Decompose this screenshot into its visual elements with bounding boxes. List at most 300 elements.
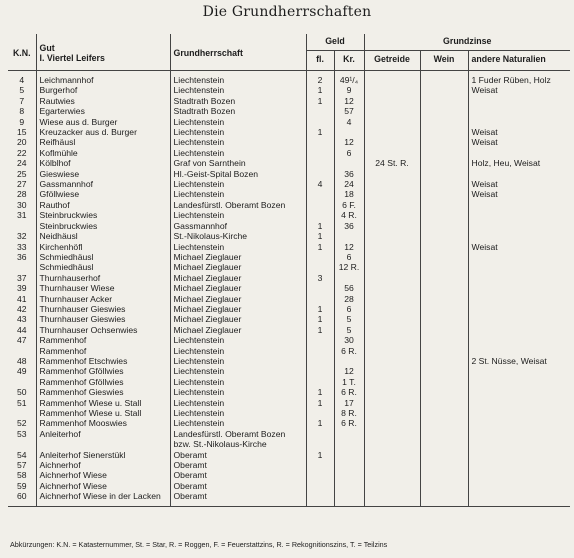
cell-gut: Schmiedhäusl xyxy=(36,262,170,272)
cell-gut: Rauthof xyxy=(36,200,170,210)
cell-kn: 15 xyxy=(16,127,27,138)
cell-fl: 4 xyxy=(306,179,334,189)
cell-gut: Aichnerhof Wiese xyxy=(36,481,170,491)
cell-fl xyxy=(306,210,334,220)
cell-andere xyxy=(468,252,570,262)
cell-gut: Egarterwies xyxy=(36,106,170,116)
cell-wein xyxy=(420,106,468,116)
cell-kn: 32 xyxy=(16,231,27,242)
cell-grundherrschaft: Liechtenstein xyxy=(170,335,306,345)
cell-wein xyxy=(420,189,468,199)
cell-andere xyxy=(468,481,570,491)
table-row xyxy=(8,210,570,220)
cell-grundherrschaft: Liechtenstein xyxy=(170,387,306,397)
cell-fl xyxy=(306,262,334,272)
cell-fl xyxy=(306,491,334,501)
cell-kr: 18 xyxy=(334,189,364,199)
cell-andere xyxy=(468,325,570,335)
table-end-cell xyxy=(420,502,468,507)
cell-grundherrschaft: Liechtenstein xyxy=(170,117,306,127)
cell-kn: 54 xyxy=(16,449,27,460)
cell-andere xyxy=(468,335,570,345)
cell-andere xyxy=(468,273,570,283)
cell-kr: 6 xyxy=(334,304,364,314)
cell-andere xyxy=(468,366,570,376)
cell-andere xyxy=(468,96,570,106)
table-row xyxy=(8,252,570,262)
cell-fl xyxy=(306,117,334,127)
cell-kr: 24 xyxy=(334,179,364,189)
cell-andere xyxy=(468,429,570,450)
cell-kn: 36 xyxy=(16,251,27,262)
cell-gut: Wiese aus d. Burger xyxy=(36,117,170,127)
cell-getreide xyxy=(364,460,420,470)
cell-fl xyxy=(306,200,334,210)
cell-fl xyxy=(306,346,334,356)
table-row xyxy=(8,148,570,158)
cell-kn: 50 xyxy=(16,387,27,398)
table-row xyxy=(8,75,570,85)
cell-andere xyxy=(468,231,570,241)
cell-gut: Rammenhof xyxy=(36,346,170,356)
cell-andere xyxy=(468,491,570,501)
cell-grundherrschaft: Liechtenstein xyxy=(170,189,306,199)
cell-grundherrschaft: Michael Zieglauer xyxy=(170,252,306,262)
cell-kr xyxy=(334,481,364,491)
cell-wein xyxy=(420,418,468,428)
cell-kn xyxy=(8,262,36,272)
cell-fl: 1 xyxy=(306,387,334,397)
cell-getreide xyxy=(364,398,420,408)
cell-gut: Burgerhof xyxy=(36,85,170,95)
cell-wein xyxy=(420,481,468,491)
cell-gut: Thurnhauser Wiese xyxy=(36,283,170,293)
cell-kr: 1 T. xyxy=(334,377,364,387)
table-end-cell xyxy=(170,502,306,507)
cell-wein xyxy=(420,470,468,480)
cell-fl xyxy=(306,189,334,199)
cell-gut: Aichnerhof Wiese in der Lacken xyxy=(36,491,170,501)
cell-grundherrschaft: Liechtenstein xyxy=(170,356,306,366)
col-header-grundherrschaft: Grundherrschaft xyxy=(170,34,306,71)
cell-gut: Leichmannhof xyxy=(36,75,170,85)
cell-kr: 17 xyxy=(334,398,364,408)
cell-getreide xyxy=(364,189,420,199)
cell-wein xyxy=(420,179,468,189)
col-header-grundzinse: Grundzinse xyxy=(364,34,570,51)
cell-kn: 30 xyxy=(16,199,27,210)
cell-gut: Anleiterhof Sienerstükl xyxy=(36,450,170,460)
cell-getreide xyxy=(364,325,420,335)
cell-gut: Anleiterhof xyxy=(36,429,170,450)
cell-kn: 22 xyxy=(16,147,27,158)
cell-fl: 1 xyxy=(306,314,334,324)
table-row xyxy=(8,96,570,106)
cell-grundherrschaft: Stadtrath Bozen xyxy=(170,106,306,116)
cell-kn: 57 xyxy=(16,460,27,471)
cell-getreide xyxy=(364,96,420,106)
cell-wein xyxy=(420,75,468,85)
cell-grundherrschaft: Hl.-Geist-Spital Bozen xyxy=(170,169,306,179)
cell-fl xyxy=(306,470,334,480)
cell-kr: 6 R. xyxy=(334,346,364,356)
cell-fl xyxy=(306,283,334,293)
table-row xyxy=(8,117,570,127)
cell-getreide xyxy=(364,408,420,418)
table-row xyxy=(8,460,570,470)
table-row xyxy=(8,377,570,387)
col-header-getreide: Getreide xyxy=(364,51,420,71)
cell-kn: 53 xyxy=(16,428,27,439)
cell-kr xyxy=(334,356,364,366)
table-row xyxy=(8,158,570,168)
cell-getreide xyxy=(364,169,420,179)
cell-wein xyxy=(420,377,468,387)
cell-fl xyxy=(306,106,334,116)
table-row xyxy=(8,127,570,137)
cell-fl xyxy=(306,460,334,470)
cell-andere: Weisat xyxy=(468,127,570,137)
cell-fl xyxy=(306,481,334,491)
cell-kr: 36 xyxy=(334,169,364,179)
cell-wein xyxy=(420,148,468,158)
cell-kr: 56 xyxy=(334,283,364,293)
cell-grundherrschaft: Liechtenstein xyxy=(170,127,306,137)
cell-wein xyxy=(420,127,468,137)
cell-grundherrschaft: Liechtenstein xyxy=(170,418,306,428)
cell-wein xyxy=(420,96,468,106)
cell-getreide xyxy=(364,418,420,428)
cell-grundherrschaft: Liechtenstein xyxy=(170,377,306,387)
cell-andere xyxy=(468,377,570,387)
cell-getreide xyxy=(364,221,420,231)
cell-grundherrschaft: Oberamt xyxy=(170,450,306,460)
cell-gut: Gieswiese xyxy=(36,169,170,179)
table-row xyxy=(8,231,570,241)
cell-gut: Rammenhof Gföllwies xyxy=(36,377,170,387)
cell-getreide xyxy=(364,85,420,95)
cell-getreide xyxy=(364,366,420,376)
cell-kn: 52 xyxy=(16,418,27,429)
cell-kn: 42 xyxy=(16,303,27,314)
cell-kr: 8 R. xyxy=(334,408,364,418)
cell-grundherrschaft: Michael Zieglauer xyxy=(170,283,306,293)
col-header-geld: Geld xyxy=(306,34,364,51)
cell-andere: Weisat xyxy=(468,85,570,95)
cell-gut: Gföllwiese xyxy=(36,189,170,199)
cell-grundherrschaft: Liechtenstein xyxy=(170,85,306,95)
cell-kn xyxy=(8,346,36,356)
cell-kn: 41 xyxy=(16,293,27,304)
table-row xyxy=(8,470,570,480)
cell-kn: 37 xyxy=(16,272,27,283)
cell-getreide xyxy=(364,252,420,262)
cell-grundherrschaft: Liechtenstein xyxy=(170,346,306,356)
cell-kr: 4 R. xyxy=(334,210,364,220)
table-row xyxy=(8,481,570,491)
cell-wein xyxy=(420,408,468,418)
cell-gut: Steinbruckwies xyxy=(36,221,170,231)
cell-kn xyxy=(8,221,36,231)
cell-andere xyxy=(468,408,570,418)
cell-wein xyxy=(420,200,468,210)
cell-fl xyxy=(306,137,334,147)
cell-gut: Rammenhof Gföllwies xyxy=(36,366,170,376)
cell-kn: 5 xyxy=(19,85,25,96)
cell-getreide xyxy=(364,106,420,116)
cell-kn: 9 xyxy=(19,116,25,127)
cell-fl: 1 xyxy=(306,96,334,106)
cell-gut: Aichnerhof Wiese xyxy=(36,470,170,480)
cell-gut: Kirchenhöfl xyxy=(36,242,170,252)
col-header-kr: Kr. xyxy=(334,51,364,71)
cell-grundherrschaft: Liechtenstein xyxy=(170,179,306,189)
cell-getreide xyxy=(364,179,420,189)
cell-getreide xyxy=(364,429,420,450)
cell-wein xyxy=(420,262,468,272)
col-header-gut xyxy=(36,34,170,71)
cell-andere xyxy=(468,283,570,293)
cell-wein xyxy=(420,356,468,366)
table-row xyxy=(8,106,570,116)
cell-getreide xyxy=(364,314,420,324)
table-row xyxy=(8,294,570,304)
cell-getreide xyxy=(364,117,420,127)
cell-getreide xyxy=(364,273,420,283)
cell-getreide xyxy=(364,137,420,147)
cell-fl xyxy=(306,408,334,418)
cell-andere xyxy=(468,346,570,356)
table-end-cell xyxy=(334,502,364,507)
cell-gut: Schmiedhäusl xyxy=(36,252,170,262)
table-row xyxy=(8,137,570,147)
cell-kn: 7 xyxy=(19,95,25,106)
cell-kr: 6 F. xyxy=(334,200,364,210)
cell-wein xyxy=(420,169,468,179)
table-row xyxy=(8,242,570,252)
cell-wein xyxy=(420,450,468,460)
cell-fl xyxy=(306,252,334,262)
cell-kn: 44 xyxy=(16,324,27,335)
cell-getreide xyxy=(364,262,420,272)
cell-andere xyxy=(468,418,570,428)
cell-kn: 39 xyxy=(16,283,27,294)
table-row xyxy=(8,304,570,314)
cell-kr: 28 xyxy=(334,294,364,304)
cell-grundherrschaft: Stadtrath Bozen xyxy=(170,96,306,106)
cell-getreide xyxy=(364,335,420,345)
cell-kn xyxy=(8,408,36,418)
cell-wein xyxy=(420,158,468,168)
cell-fl xyxy=(306,148,334,158)
cell-wein xyxy=(420,429,468,450)
cell-gut: Aichnerhof xyxy=(36,460,170,470)
cell-grundherrschaft: Michael Zieglauer xyxy=(170,314,306,324)
table-end-cell xyxy=(36,502,170,507)
table-end-cell xyxy=(8,502,36,507)
cell-fl: 1 xyxy=(306,398,334,408)
cell-andere: Weisat xyxy=(468,189,570,199)
cell-getreide xyxy=(364,346,420,356)
cell-grundherrschaft: Liechtenstein xyxy=(170,366,306,376)
cell-fl xyxy=(306,366,334,376)
cell-kr: 6 R. xyxy=(334,418,364,428)
cell-getreide xyxy=(364,356,420,366)
cell-andere: Weisat xyxy=(468,179,570,189)
cell-kn: 47 xyxy=(16,335,27,346)
cell-andere: 1 Fuder Rüben, Holz xyxy=(468,75,570,85)
cell-grundherrschaft: Michael Zieglauer xyxy=(170,294,306,304)
cell-fl xyxy=(306,158,334,168)
cell-kr: 12 xyxy=(334,242,364,252)
cell-fl: 1 xyxy=(306,242,334,252)
cell-grundherrschaft: Oberamt xyxy=(170,491,306,501)
cell-grundherrschaft: Oberamt xyxy=(170,460,306,470)
cell-getreide xyxy=(364,470,420,480)
cell-andere xyxy=(468,294,570,304)
cell-wein xyxy=(420,460,468,470)
cell-andere xyxy=(468,460,570,470)
cell-andere xyxy=(468,117,570,127)
cell-kr xyxy=(334,429,364,450)
cell-getreide xyxy=(364,231,420,241)
cell-kr: 4 xyxy=(334,117,364,127)
cell-kn: 51 xyxy=(16,397,27,408)
cell-getreide xyxy=(364,481,420,491)
cell-andere xyxy=(468,106,570,116)
cell-gut: Rammenhof Gieswies xyxy=(36,387,170,397)
cell-wein xyxy=(420,231,468,241)
table-row xyxy=(8,491,570,501)
cell-fl: 1 xyxy=(306,231,334,241)
cell-kr: 12 xyxy=(334,137,364,147)
cell-grundherrschaft: Michael Zieglauer xyxy=(170,325,306,335)
cell-grundherrschaft: Gassmannhof xyxy=(170,221,306,231)
cell-kr: 57 xyxy=(334,106,364,116)
cell-fl xyxy=(306,294,334,304)
cell-gut: Thurnhauserhof xyxy=(36,273,170,283)
cell-fl: 1 xyxy=(306,450,334,460)
cell-wein xyxy=(420,398,468,408)
table-row xyxy=(8,314,570,324)
cell-grundherrschaft: Liechtenstein xyxy=(170,148,306,158)
cell-gut: Kreuzacker aus d. Burger xyxy=(36,127,170,137)
cell-kn: 20 xyxy=(16,137,27,148)
col-header-kn: K.N. xyxy=(8,34,36,71)
cell-grundherrschaft: Michael Zieglauer xyxy=(170,262,306,272)
cell-kn xyxy=(8,377,36,387)
cell-grundherrschaft: Liechtenstein xyxy=(170,242,306,252)
cell-grundherrschaft: Graf von Sarnthein xyxy=(170,158,306,168)
table-row xyxy=(8,325,570,335)
cell-kn: 33 xyxy=(16,241,27,252)
col-header-gut-line2: I. Viertel Leifers xyxy=(39,53,105,63)
cell-grundherrschaft: Liechtenstein xyxy=(170,210,306,220)
cell-kn: 48 xyxy=(16,355,27,366)
col-header-gut-line1: Gut xyxy=(39,43,55,53)
cell-getreide xyxy=(364,148,420,158)
cell-kr: 6 R. xyxy=(334,387,364,397)
cell-andere xyxy=(468,210,570,220)
cell-wein xyxy=(420,335,468,345)
cell-kr: 6 xyxy=(334,148,364,158)
cell-kr xyxy=(334,231,364,241)
cell-kn: 27 xyxy=(16,179,27,190)
cell-getreide xyxy=(364,283,420,293)
cell-gut: Koflmühle xyxy=(36,148,170,158)
cell-gut: Steinbruckwies xyxy=(36,210,170,220)
page-title: Die Grundherrschaften xyxy=(202,4,372,20)
cell-kr: 5 xyxy=(334,314,364,324)
table-row xyxy=(8,85,570,95)
cell-fl: 1 xyxy=(306,127,334,137)
cell-getreide: 24 St. R. xyxy=(364,158,420,168)
cell-grundherrschaft: Oberamt xyxy=(170,470,306,480)
cell-andere xyxy=(468,169,570,179)
cell-grundherrschaft: Liechtenstein xyxy=(170,408,306,418)
table-row xyxy=(8,356,570,366)
cell-grundherrschaft: Oberamt xyxy=(170,481,306,491)
cell-fl: 1 xyxy=(306,221,334,231)
cell-kn: 43 xyxy=(16,314,27,325)
table-end-cell xyxy=(364,502,420,507)
cell-kr: 6 xyxy=(334,252,364,262)
cell-getreide xyxy=(364,387,420,397)
cell-andere xyxy=(468,221,570,231)
cell-gut: Rammenhof Wiese u. Stall xyxy=(36,398,170,408)
cell-fl xyxy=(306,429,334,450)
cell-getreide xyxy=(364,210,420,220)
cell-kn: 28 xyxy=(16,189,27,200)
cell-grundherrschaft: Landesfürstl. Oberamt Bozen bzw. St.-Nikolaus-Kirche xyxy=(170,429,306,450)
cell-getreide xyxy=(364,491,420,501)
cell-kn: 24 xyxy=(16,158,27,169)
cell-wein xyxy=(420,294,468,304)
cell-gut: Thurnhauser Ochsenwies xyxy=(36,325,170,335)
cell-kr: 36 xyxy=(334,221,364,231)
cell-fl: 1 xyxy=(306,304,334,314)
cell-getreide xyxy=(364,200,420,210)
cell-kn: 8 xyxy=(19,106,25,117)
cell-andere xyxy=(468,262,570,272)
table-body xyxy=(8,71,570,507)
cell-wein xyxy=(420,325,468,335)
cell-wein xyxy=(420,252,468,262)
cell-gut: Rautwies xyxy=(36,96,170,106)
cell-wein xyxy=(420,137,468,147)
table-row xyxy=(8,200,570,210)
cell-grundherrschaft: Liechtenstein xyxy=(170,75,306,85)
col-header-andere: andere Naturalien xyxy=(468,51,570,71)
cell-gut: Reifhäusl xyxy=(36,137,170,147)
cell-andere xyxy=(468,148,570,158)
table-row xyxy=(8,169,570,179)
cell-wein xyxy=(420,387,468,397)
cell-wein xyxy=(420,242,468,252)
table-row xyxy=(8,179,570,189)
cell-grundherrschaft: Michael Zieglauer xyxy=(170,273,306,283)
cell-fl: 1 xyxy=(306,85,334,95)
cell-grundherrschaft: Liechtenstein xyxy=(170,137,306,147)
cell-kr xyxy=(334,460,364,470)
cell-gut: Rammenhof Mooswies xyxy=(36,418,170,428)
cell-andere xyxy=(468,387,570,397)
cell-getreide xyxy=(364,127,420,137)
table-row xyxy=(8,387,570,397)
table-row xyxy=(8,346,570,356)
cell-wein xyxy=(420,314,468,324)
cell-gut: Rammenhof Etschwies xyxy=(36,356,170,366)
